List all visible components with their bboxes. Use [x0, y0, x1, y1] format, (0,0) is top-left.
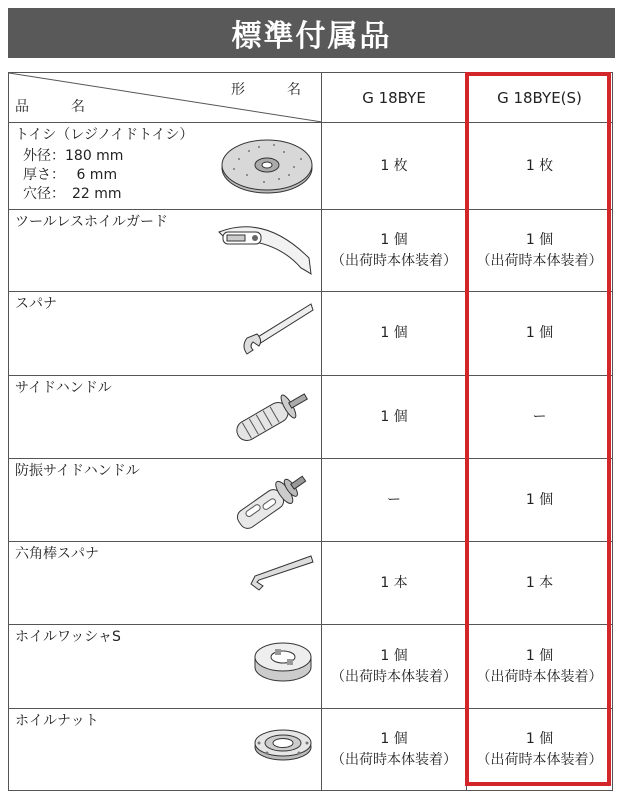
install-note: （出荷時本体装着）: [331, 751, 457, 768]
qty-g18bye-s: [467, 376, 613, 459]
spanner-icon: [233, 300, 315, 362]
quantity-value: 1 枚: [380, 157, 408, 174]
item-column-label: 品 名: [15, 99, 99, 115]
qty-g18bye-s: [467, 625, 613, 709]
quantity-value: ー: [532, 408, 547, 425]
qty-g18bye: [322, 210, 467, 292]
header-diagonal-cell: [9, 73, 322, 123]
install-note: （出荷時本体装着）: [476, 751, 603, 768]
qty-g18bye-s: [467, 292, 613, 376]
side-handle-icon: [229, 384, 315, 448]
table-row: [9, 625, 613, 709]
install-note: （出荷時本体装着）: [476, 668, 603, 685]
item-name: ホイルナット: [15, 713, 99, 729]
qty-g18bye: [322, 123, 467, 210]
qty-g18bye-s: [467, 210, 613, 292]
table-row: [9, 210, 613, 292]
item-cell: [9, 376, 322, 459]
item-cell: [9, 459, 322, 542]
qty-g18bye-s: [467, 123, 613, 210]
item-cell: [9, 210, 322, 292]
quantity-value: 1 個: [525, 730, 554, 747]
item-spec: 外径：180 mm 厚さ： 6 mm 穴径： 22 mm: [23, 148, 124, 202]
item-cell: [9, 292, 322, 376]
item-cell: [9, 542, 322, 625]
wheel-nut-icon: [251, 717, 315, 771]
qty-g18bye: [322, 709, 467, 791]
quantity-value: 1 個: [380, 730, 408, 747]
table-header-row: [9, 73, 613, 123]
antivibration-handle-icon: [229, 467, 315, 535]
qty-g18bye: [322, 292, 467, 376]
quantity-value: 1 個: [380, 231, 408, 248]
item-name: トイシ（レジノイドトイシ）: [15, 127, 194, 143]
quantity-value: 1 個: [525, 231, 554, 248]
item-name: 六角棒スパナ: [15, 546, 99, 562]
table-row: [9, 123, 613, 210]
table-row: [9, 376, 613, 459]
item-name: 防振サイドハンドル: [15, 463, 140, 479]
qty-g18bye: [322, 459, 467, 542]
wheel-guard-icon: [215, 218, 315, 286]
install-note: （出荷時本体装着）: [476, 252, 603, 269]
item-name: ホイルワッシャS: [15, 629, 121, 645]
qty-g18bye-s: [467, 542, 613, 625]
item-name: サイドハンドル: [15, 380, 112, 396]
quantity-value: 1 個: [380, 408, 408, 425]
install-note: （出荷時本体装着）: [331, 668, 457, 685]
table-row: [9, 292, 613, 376]
quantity-value: 1 個: [525, 491, 554, 508]
quantity-value: 1 個: [525, 325, 554, 341]
item-name: スパナ: [15, 296, 57, 312]
qty-g18bye: [322, 376, 467, 459]
qty-g18bye-s: [467, 709, 613, 791]
item-name: ツールレスホイルガード: [15, 214, 168, 230]
quantity-value: 1 本: [525, 574, 554, 591]
grinding-disc-icon: [219, 137, 315, 201]
quantity-value: 1 個: [525, 647, 554, 664]
item-cell: [9, 123, 322, 210]
quantity-value: ー: [387, 491, 401, 508]
install-note: （出荷時本体装着）: [331, 252, 457, 269]
quantity-value: 1 個: [380, 325, 408, 341]
quantity-value: 1 本: [380, 574, 408, 591]
quantity-value: 1 個: [380, 647, 408, 664]
item-cell: [9, 625, 322, 709]
wheel-washer-icon: [251, 633, 315, 693]
accessories-table: [8, 72, 613, 791]
item-cell: [9, 709, 322, 791]
qty-g18bye: [322, 625, 467, 709]
model-header-g18bye-s: G 18BYE(S): [467, 73, 613, 123]
model-header-g18bye: G 18BYE: [322, 73, 467, 123]
qty-g18bye-s: [467, 459, 613, 542]
quantity-value: 1 枚: [525, 157, 554, 174]
table-row: [9, 542, 613, 625]
page-title: 標準付属品: [8, 8, 615, 58]
hex-key-icon: [235, 550, 315, 598]
table-row: [9, 709, 613, 791]
model-column-label: 形 名: [231, 82, 315, 98]
qty-g18bye: [322, 542, 467, 625]
table-row: [9, 459, 613, 542]
